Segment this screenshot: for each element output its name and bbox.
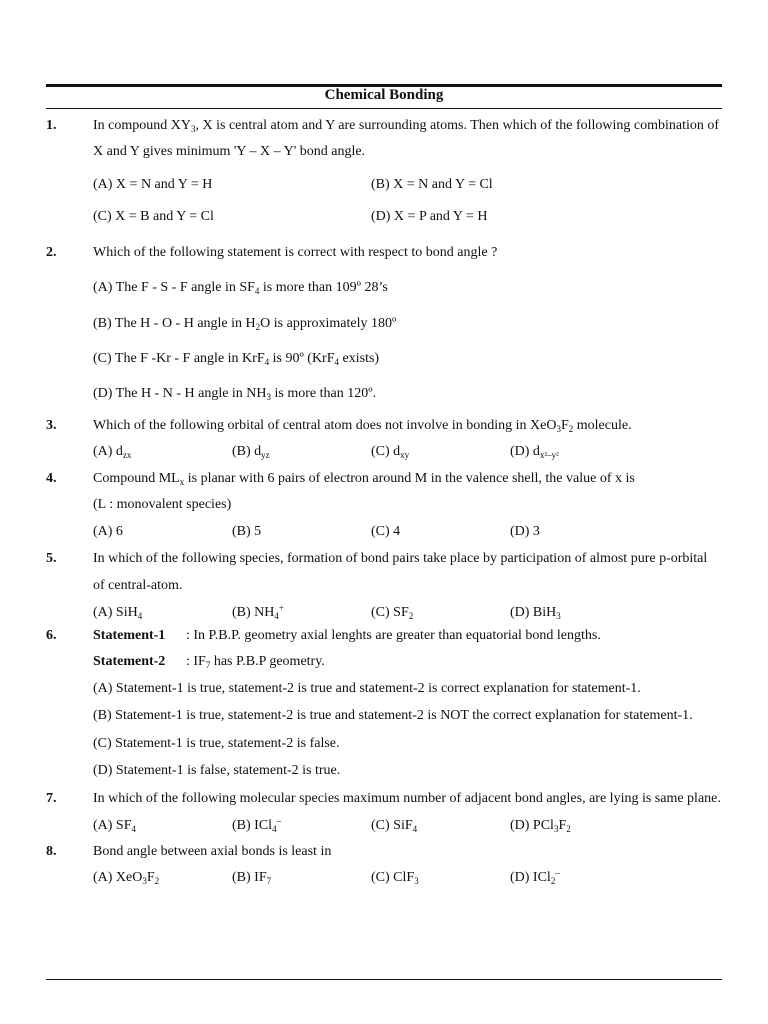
option-b: (B) Statement-1 is true, statement-2 is true and statement-2 is NOT the correct explanation for statement-1. bbox=[93, 708, 693, 723]
option-d: (D) X = P and Y = H bbox=[371, 209, 488, 224]
question-text-line2: (L : monovalent species) bbox=[93, 497, 232, 512]
option-a: (A) Statement-1 is true, statement-2 is true and statement-2 is correct explanation for statement-1. bbox=[93, 681, 641, 696]
question-text-line2: X and Y gives minimum 'Y – X – Y' bond angle. bbox=[93, 144, 366, 159]
option-d: (D) BiH$_3$ bbox=[510, 605, 561, 621]
option-b: (B) $NH_4^+$ bbox=[232, 603, 284, 621]
option-a: (A) 6 bbox=[93, 524, 123, 539]
option-c: (C) The F -Kr - F angle in KrF$_4$ is 90º (KrF$_4$ exists) bbox=[93, 351, 380, 367]
option-a: (A) The F - S - F angle in $SF_4$ is more than 109º 28’s bbox=[93, 280, 388, 296]
bottom-rule bbox=[46, 979, 722, 980]
statement-1: Statement-1 : In P.B.P. geometry axial lenghts are greater than equatorial bond lengths. bbox=[93, 628, 601, 643]
question-text: Compound $ML_x$ is planar with 6 pairs of electron around M in the valence shell, the value of x is bbox=[93, 471, 635, 487]
option-c: (C) $SF_2$ bbox=[371, 605, 414, 621]
option-c: (C) Statement-1 is true, statement-2 is false. bbox=[93, 736, 340, 751]
option-a: (A) SiH$_4$ bbox=[93, 605, 143, 621]
question-number: 6. bbox=[46, 628, 57, 643]
option-a: (A) $d_{zx}$ bbox=[93, 444, 132, 460]
option-c: (C) X = B and Y = Cl bbox=[93, 209, 214, 224]
question-number: 5. bbox=[46, 551, 57, 566]
option-c: (C) 4 bbox=[371, 524, 401, 539]
title-rule bbox=[46, 108, 722, 109]
option-d: (D) $PCl_3F_2$ bbox=[510, 818, 571, 834]
question-text: Which of the following orbital of central atom does not involve in bonding in $XeO_3F_2$ molecule. bbox=[93, 418, 632, 434]
option-a: (A) X = N and Y = H bbox=[93, 177, 213, 192]
option-d: (D) $d_{x^2-y^2}$ bbox=[510, 444, 559, 460]
option-d: (D) Statement-1 is false, statement-2 is true. bbox=[93, 763, 341, 778]
option-c: (C) ClF$_3$ bbox=[371, 870, 419, 886]
question-number: 2. bbox=[46, 245, 57, 260]
statement-1-label: Statement-1 bbox=[93, 628, 166, 643]
question-number: 3. bbox=[46, 418, 57, 433]
option-b: (B) ICl$_4$– bbox=[232, 816, 282, 834]
question-text: Which of the following statement is correct with respect to bond angle ? bbox=[93, 245, 498, 260]
question-text: In which of the following molecular species maximum number of adjacent bond angles, are lying is same plane. bbox=[93, 791, 721, 806]
option-d: (D) The H - N - H angle in $NH_3$ is more than 120º. bbox=[93, 386, 377, 402]
question-text-line2: of central-atom. bbox=[93, 578, 183, 593]
option-b: (B) The H - O - H angle in $H_2O$ is approximately 180º bbox=[93, 316, 397, 332]
option-b: (B) $d_{yz}$ bbox=[232, 444, 270, 460]
option-b: (B) 5 bbox=[232, 524, 262, 539]
statement-2: Statement-2 : $IF_7$ has P.B.P geometry. bbox=[93, 654, 325, 670]
question-number: 7. bbox=[46, 791, 57, 806]
option-c: (C) SiF$_4$ bbox=[371, 818, 418, 834]
option-a: (A) $SF_4$ bbox=[93, 818, 137, 834]
option-b: (B) X = N and Y = Cl bbox=[371, 177, 493, 192]
option-d: (D) ICl$_2$– bbox=[510, 868, 560, 886]
statement-2-label: Statement-2 bbox=[93, 654, 166, 669]
question-text: In which of the following species, formation of bond pairs take place by participation of almost pure p-orbital bbox=[93, 551, 708, 566]
question-number: 1. bbox=[46, 118, 57, 133]
question-text: In compound $XY_3$, X is central atom and Y are surrounding atoms. Then which of the following combination of bbox=[93, 118, 720, 134]
question-number: 8. bbox=[46, 844, 57, 859]
page-title: Chemical Bonding bbox=[324, 87, 444, 103]
option-c: (C) $d_{xy}$ bbox=[371, 444, 410, 460]
question-text: Bond angle between axial bonds is least in bbox=[93, 844, 332, 859]
question-number: 4. bbox=[46, 471, 57, 486]
option-d: (D) 3 bbox=[510, 524, 540, 539]
option-b: (B) $IF_7$ bbox=[232, 870, 272, 886]
option-a: (A) $XeO_3F_2$ bbox=[93, 870, 160, 886]
